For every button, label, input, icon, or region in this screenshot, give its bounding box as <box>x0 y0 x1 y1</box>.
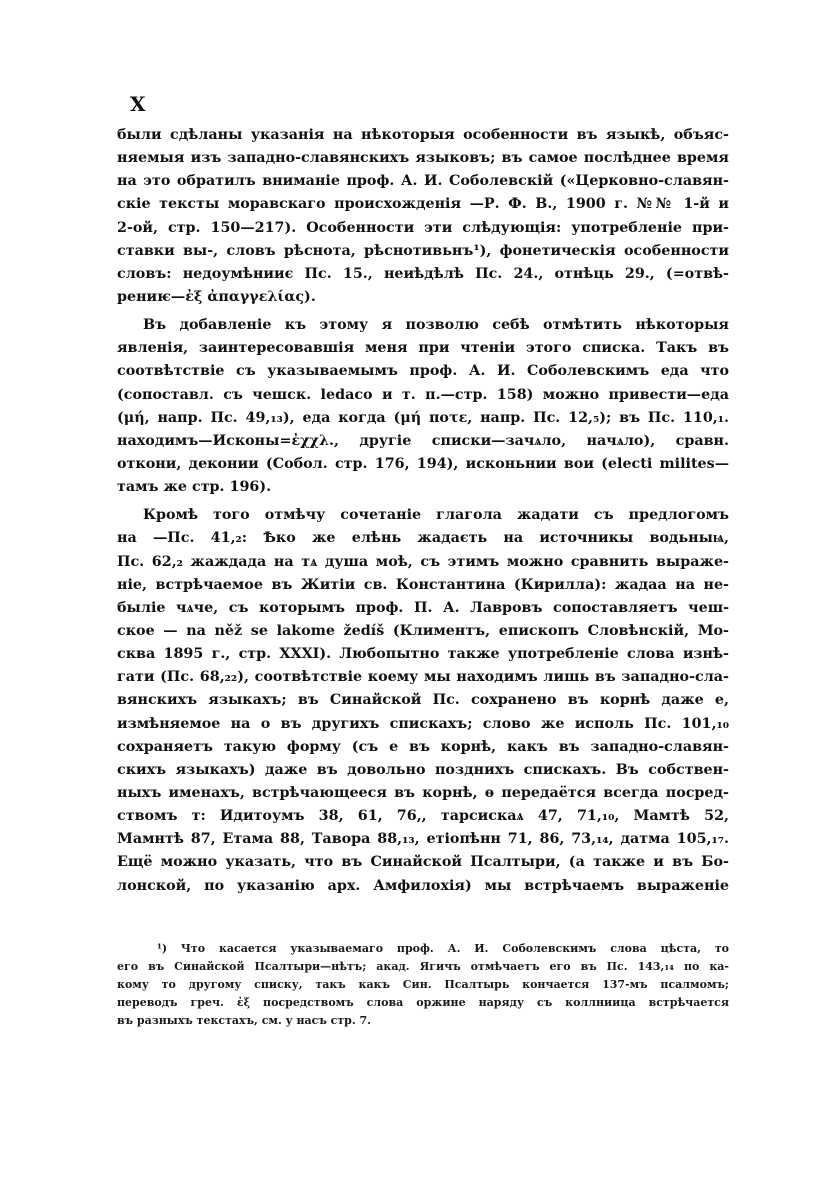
footnote-line: ¹) Что касается указываемаго проф. А. И. Соболевскимъ слова цѣста, то <box>157 942 729 955</box>
footnote-line: его въ Синайской Псалтыри—нѣтъ; акад. Ягичъ отмѣчаетъ его въ Пс. 143,₁₄ по ка- <box>117 960 729 973</box>
text-line: лонской, по указанію арх. Амфилохія) мы встрѣчаемъ выраженіе <box>117 877 729 894</box>
text-line: ствомъ т: Идитоумъ 38, 61, 76,, тарсискаѧ 47, 71,₁₀, Мамтѣ 52, <box>117 808 729 825</box>
text-line: 2-ой, стр. 150—217). Особенности эти слѣдующія: употребленіе при- <box>117 219 729 236</box>
text-line: ніе, встрѣчаемое въ Житіи св. Константина (Кирилла): жадаа на не- <box>117 576 729 593</box>
text-line: ныхъ именахъ, встрѣчающееся въ корнѣ, ѳ передаётся всегда посред- <box>117 784 729 801</box>
text-line: явленія, заинтересовавшія меня при чтеніи этого списка. Такъ въ <box>117 340 729 357</box>
text-line: откони, деконии (Собол. стр. 176, 194), исконьнии вои (electi milites— <box>117 455 729 472</box>
text-line: находимъ—Исконы=ἐχχλ., другіе списки—зачѧло, начѧло), сравн. <box>117 432 729 449</box>
text-line: быліе чѧче, съ которымъ проф. П. А. Лавровъ сопоставляетъ чеш- <box>117 599 729 616</box>
text-line: (μή, напр. Пс. 49,₁₃), еда когда (μή ποτε, напр. Пс. 12,₅); въ Пс. 110,₁. <box>117 409 729 426</box>
text-line: скіе тексты моравскаго происхожденія —Р. Ф. В., 1900 г. №№ 1-й и <box>117 196 729 213</box>
text-line: тамъ же стр. 196). <box>117 479 272 496</box>
footnote-line: въ разныхъ текстахъ, см. у насъ стр. 7. <box>117 1014 371 1027</box>
text-line: словъ: недоумѣнииє Пс. 15., неиѣдѣлѣ Пс. 24., отнѣць 29., (=отвѣ- <box>117 265 729 282</box>
text-line: Пс. 62,₂ жаждада на тѧ душа моѣ, съ этимъ можно сравнить выраже- <box>117 553 729 570</box>
text-line: Мамнтѣ 87, Етама 88, Тавора 88,₁₃, етіопѣнн 71, 86, 73,₁₄, датма 105,₁₇. <box>117 831 729 848</box>
main-text <box>117 124 729 898</box>
text-line: Кромѣ того отмѣчу сочетаніе глагола жадати съ предлогомъ <box>143 507 729 524</box>
text-line: соотвѣтствіе съ указываемымъ проф. А. И. Соболевскимъ еда что <box>117 363 729 380</box>
text-line: (сопоставл. съ чешск. ledaco и т. п.—стр. 158) можно привести—еда <box>117 386 729 403</box>
text-line: сохраняетъ такую форму (съ е въ корнѣ, какъ въ западно-славян- <box>117 738 729 755</box>
text-line: измѣняемое на о въ другихъ спискахъ; слово же исполь Пс. 101,₁₀ <box>117 715 729 732</box>
text-line: ское — na něž se lakome žedíš (Климентъ, епископъ Словѣнскій, Мо- <box>117 622 729 639</box>
text-line: сква 1895 г., стр. XXXI). Любопытно также употребленіе слова изнѣ- <box>117 646 729 663</box>
footnote-line: кому то другому списку, такъ какъ Син. Псалтырь кончается 137-мъ псалмомъ; <box>117 978 729 991</box>
text-line: скихъ языкахъ) даже въ довольно позднихъ спискахъ. Въ собствен- <box>117 761 729 778</box>
text-line: на это обратилъ вниманіе проф. А. И. Соболевскій («Церковно-славян- <box>117 173 729 190</box>
text-line: рениѥ—ἐξ ἀπαγγελίας). <box>117 288 316 305</box>
footnote <box>117 940 729 1030</box>
text-line: были сдѣланы указанія на нѣкоторыя особенности въ языкѣ, объяс- <box>117 127 729 143</box>
text-line: няемыя изъ западно-славянскихъ языковъ; въ самое послѣднее время <box>117 150 729 167</box>
page-number: X <box>130 92 147 116</box>
text-line: вянскихъ языкахъ; въ Синайской Пс. сохранено въ корнѣ даже е, <box>117 692 729 709</box>
footnote-line: переводъ греч. ἐξ посредствомъ слова оржине наряду съ коллниица встрѣчается <box>117 996 729 1009</box>
text-line: Ещё можно указать, что въ Синайской Псалтыри, (а также и въ Бо- <box>117 854 729 871</box>
text-line: на —Пс. 41,₂: Ѣко же елѣнь жадаєть на источникы водьныѩ, <box>117 530 729 547</box>
text-line: ставки вы-, словъ рѣснота, рѣснотивьнъ¹), фонетическія особенности <box>117 242 729 259</box>
text-line: гати (Пс. 68,₂₂), соотвѣтствіе коему мы находимъ лишь въ западно-сла- <box>117 669 729 686</box>
text-line: Въ добавленіе къ этому я позволю себѣ отмѣтить нѣкоторыя <box>143 317 729 334</box>
